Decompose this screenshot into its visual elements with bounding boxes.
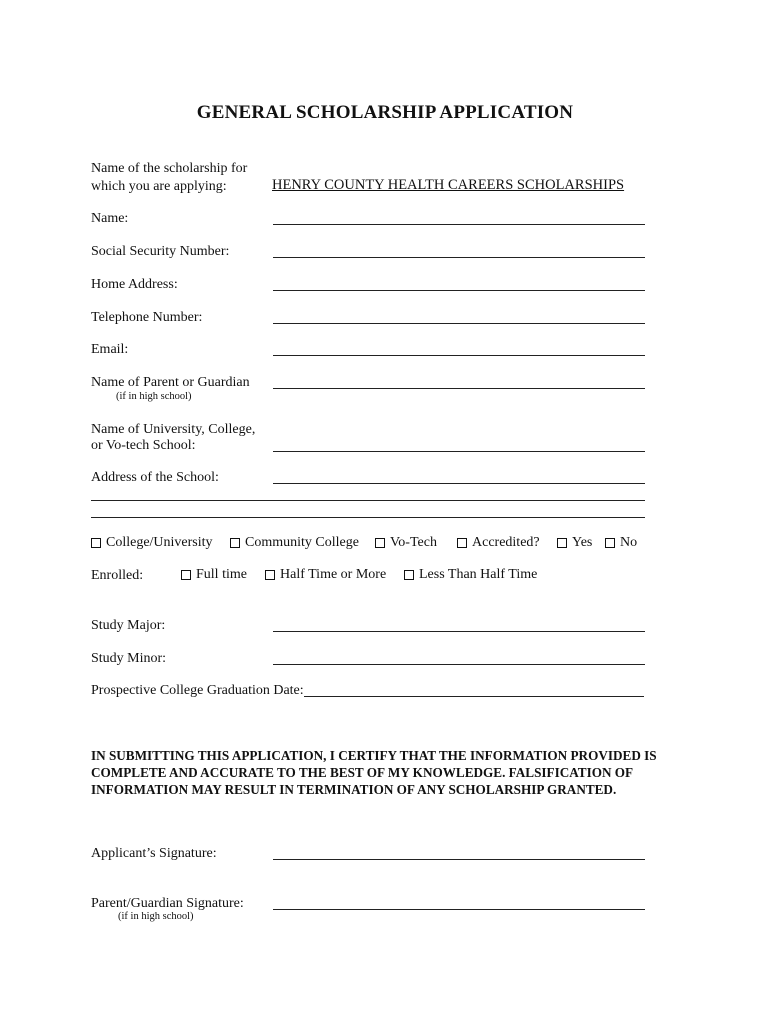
study-minor-field[interactable]: [273, 664, 645, 665]
option-half-time[interactable]: [265, 567, 386, 583]
option-community-college[interactable]: [230, 535, 359, 551]
study-major-label: Study Major:: [91, 618, 166, 633]
checkbox-icon[interactable]: [557, 538, 567, 548]
enrolled-label: Enrolled:: [91, 568, 144, 583]
name-field[interactable]: [273, 224, 645, 225]
option-yes[interactable]: [557, 535, 592, 551]
ssn-label: Social Security Number:: [91, 244, 230, 259]
parent-signature-label: Parent/Guardian Signature:: [91, 896, 244, 911]
home-address-label: Home Address:: [91, 277, 178, 292]
school-address-field[interactable]: [273, 483, 645, 484]
home-address-field[interactable]: [273, 290, 645, 291]
graduation-date-field[interactable]: [304, 696, 644, 697]
checkbox-icon[interactable]: [605, 538, 615, 548]
applicant-signature-field[interactable]: [273, 859, 645, 860]
option-label: Full time: [196, 567, 247, 582]
scholarship-label-line2: which you are applying:: [91, 179, 227, 194]
parent-signature-note: (if in high school): [118, 911, 194, 922]
option-label: No: [620, 535, 638, 550]
option-accredited[interactable]: [457, 535, 540, 551]
scholarship-label-line1: Name of the scholarship for: [91, 161, 248, 176]
option-label: Yes: [572, 535, 593, 550]
parent-signature-field[interactable]: [273, 909, 645, 910]
school-address-line2[interactable]: [91, 500, 645, 501]
checkbox-icon[interactable]: [230, 538, 240, 548]
option-no[interactable]: [605, 535, 637, 551]
applicant-signature-label: Applicant’s Signature:: [91, 846, 217, 861]
school-name-field[interactable]: [273, 451, 645, 452]
checkbox-icon[interactable]: [91, 538, 101, 548]
telephone-label: Telephone Number:: [91, 310, 203, 325]
school-address-label: Address of the School:: [91, 470, 219, 485]
graduation-date-label: Prospective College Graduation Date:: [91, 683, 304, 698]
page-title: GENERAL SCHOLARSHIP APPLICATION: [196, 102, 574, 123]
email-field[interactable]: [273, 355, 645, 356]
parent-name-label: Name of Parent or Guardian: [91, 375, 250, 390]
option-label: Half Time or More: [280, 567, 387, 582]
study-minor-label: Study Minor:: [91, 651, 167, 666]
option-label: Accredited?: [472, 535, 540, 550]
option-college-university[interactable]: [91, 535, 213, 551]
telephone-field[interactable]: [273, 323, 645, 324]
name-label: Name:: [91, 211, 129, 226]
parent-name-note: (if in high school): [116, 391, 192, 402]
school-address-line3[interactable]: [91, 517, 645, 518]
option-vo-tech[interactable]: [375, 535, 437, 551]
option-label: Less Than Half Time: [419, 567, 538, 582]
checkbox-icon[interactable]: [265, 570, 275, 580]
study-major-field[interactable]: [273, 631, 645, 632]
school-name-label-line1: Name of University, College,: [91, 422, 256, 437]
option-less-than-half[interactable]: [404, 567, 537, 583]
option-label: College/University: [106, 535, 213, 550]
option-full-time[interactable]: [181, 567, 247, 583]
option-label: Vo-Tech: [390, 535, 437, 550]
checkbox-icon[interactable]: [457, 538, 467, 548]
certification-statement: IN SUBMITTING THIS APPLICATION, I CERTIFY THAT THE INFORMATION PROVIDED IS COMPLETE AND ACCURATE TO THE BEST OF MY KNOWLEDGE. FALSIFICATION OF INFORMATION MAY RESULT IN TERMINATION OF ANY SCHOLARSHIP GRANTED.: [91, 748, 657, 797]
parent-name-field[interactable]: [273, 388, 645, 389]
option-label: Community College: [245, 535, 359, 550]
checkbox-icon[interactable]: [404, 570, 414, 580]
scholarship-name-value: HENRY COUNTY HEALTH CAREERS SCHOLARSHIPS: [272, 177, 625, 193]
school-name-label-line2: or Vo-tech School:: [91, 438, 196, 453]
checkbox-icon[interactable]: [375, 538, 385, 548]
ssn-field[interactable]: [273, 257, 645, 258]
checkbox-icon[interactable]: [181, 570, 191, 580]
email-label: Email:: [91, 342, 129, 357]
